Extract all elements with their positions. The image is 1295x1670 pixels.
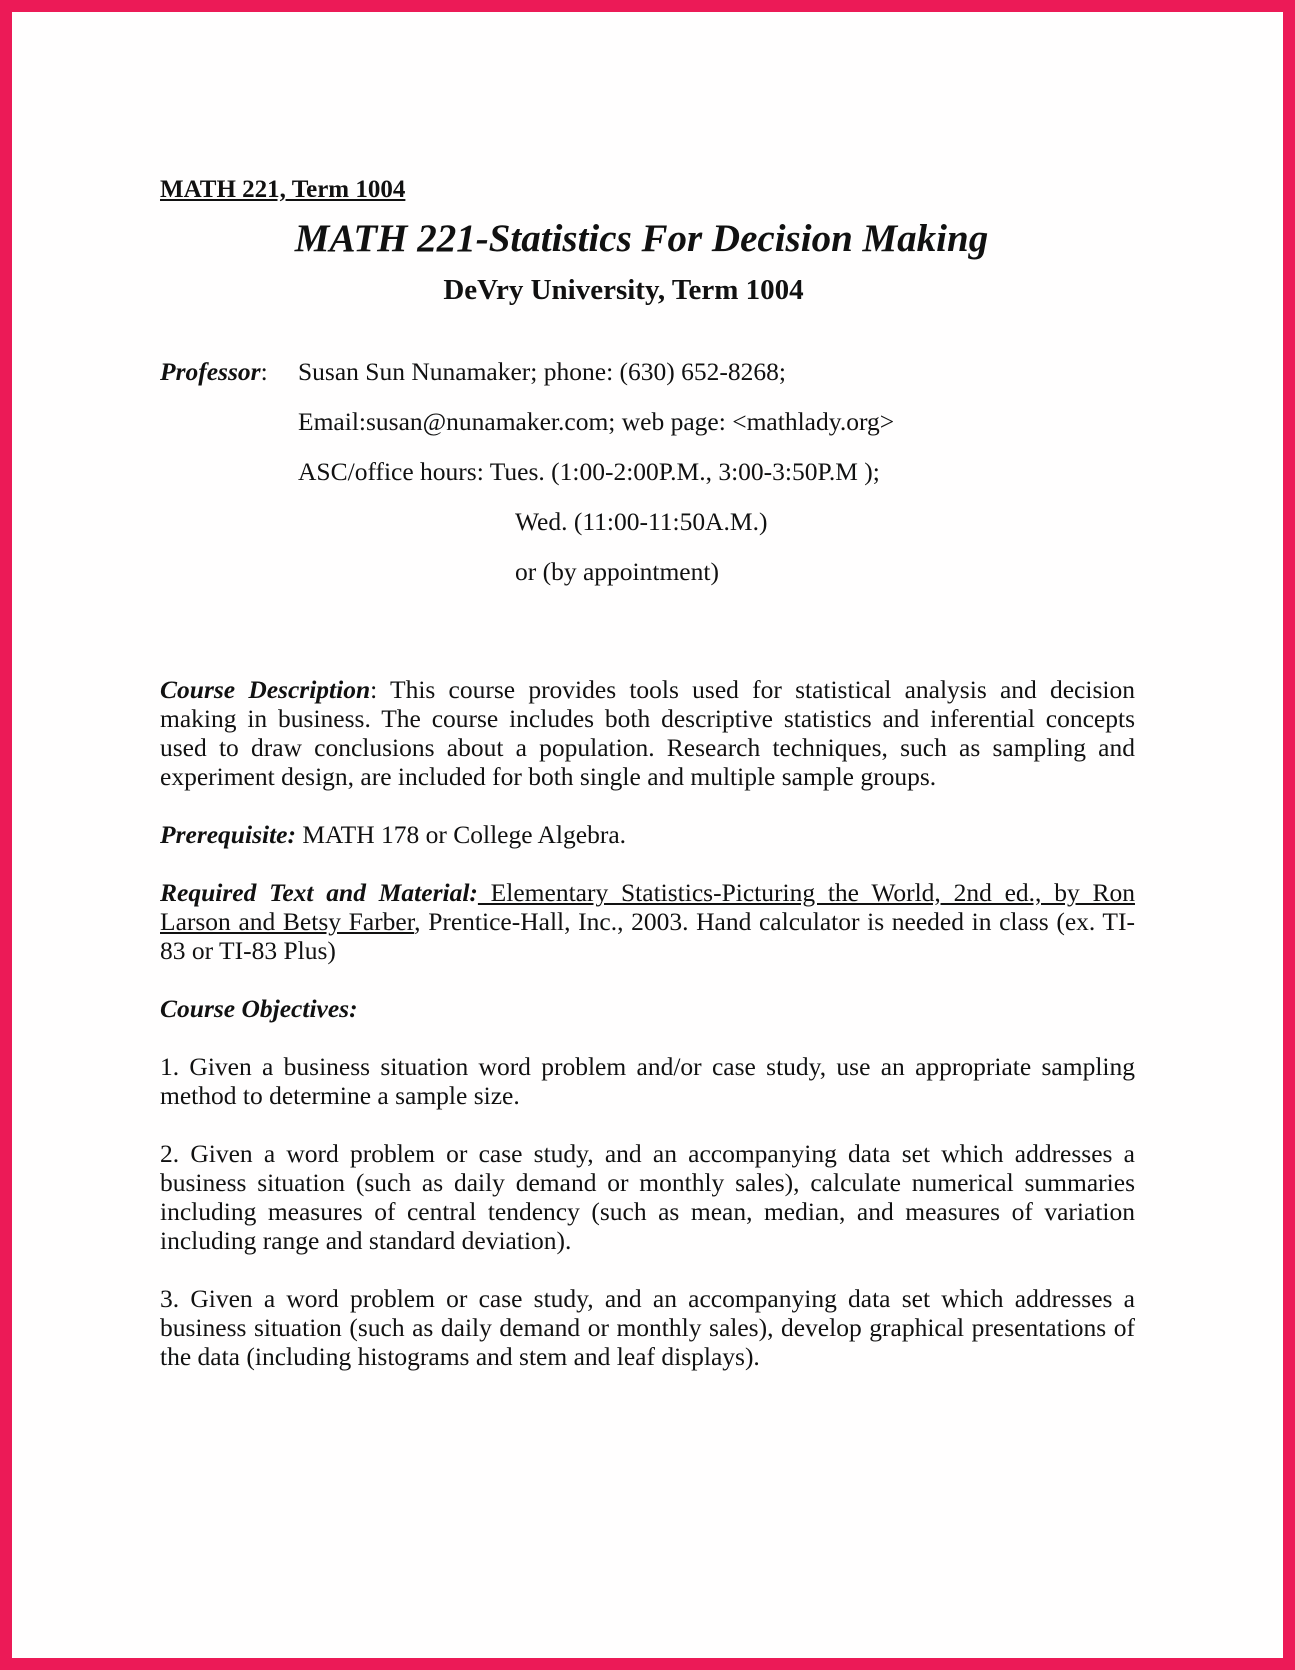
- professor-label: Professor:: [160, 357, 268, 386]
- course-subtitle: DeVry University, Term 1004: [443, 274, 804, 306]
- objective-item: 2. Given a word problem or case study, and an accompanying data set which addresses a business situation (such as daily demand or monthly sales), calculate numerical summaries including measures of central tendency (such as mean, median, and measures of variation including range and standard deviation).: [160, 1139, 1135, 1255]
- objective-item: 1. Given a business situation word problem and/or case study, use an appropriate sampling method to determine a sample size.: [160, 1052, 1135, 1110]
- prerequisite-label: Prerequisite:: [160, 820, 296, 849]
- course-code-heading: MATH 221, Term 1004: [160, 176, 406, 203]
- prerequisite-text: MATH 178 or College Algebra.: [295, 820, 627, 849]
- course-title: MATH 221-Statistics For Decision Making: [294, 217, 989, 260]
- office-hours-tues: ASC/office hours: Tues. (1:00-2:00P.M., 3:00-3:50P.M );: [298, 457, 880, 486]
- objective-item: 3. Given a word problem or case study, and an accompanying data set which addresses a business situation (such as daily demand or monthly sales), develop graphical presentations of the data (including histograms and stem and leaf displays).: [160, 1284, 1135, 1371]
- professor-name-phone: Susan Sun Nunamaker; phone: (630) 652-8268;: [298, 357, 786, 386]
- course-description: [160, 675, 1135, 791]
- required-text-label: Required Text and Material:: [160, 878, 478, 907]
- prerequisite: [160, 820, 1135, 849]
- required-text-details: , Prentice-Hall, Inc., 2003. Hand calculator is needed in class (ex. TI-83 or TI-83 Plus): [160, 907, 1135, 965]
- syllabus-page: [160, 175, 1135, 1371]
- objectives-heading: Course Objectives:: [160, 994, 358, 1023]
- office-hours-appointment: or (by appointment): [515, 557, 719, 586]
- required-text: [160, 878, 1135, 965]
- office-hours-wed: Wed. (11:00-11:50A.M.): [515, 507, 768, 536]
- textbook-title: Elementary Statistics-Picturing the World, 2nd ed., by Ron Larson and Betsy Farber: [160, 878, 1135, 936]
- course-description-label: Course Description: [160, 675, 371, 704]
- professor-email-web: Email:susan@nunamaker.com; web page: <mathlady.org>: [298, 407, 895, 436]
- professor-line: [160, 357, 1135, 407]
- professor-info: [160, 357, 1135, 607]
- course-description-text: : This course provides tools used for statistical analysis and decision making in business. The course includes both descriptive statistics and inferential concepts used to draw conclusions about a population. Research techniques, such as sampling and experiment design, are included for both single and multiple sample groups.: [160, 675, 1135, 791]
